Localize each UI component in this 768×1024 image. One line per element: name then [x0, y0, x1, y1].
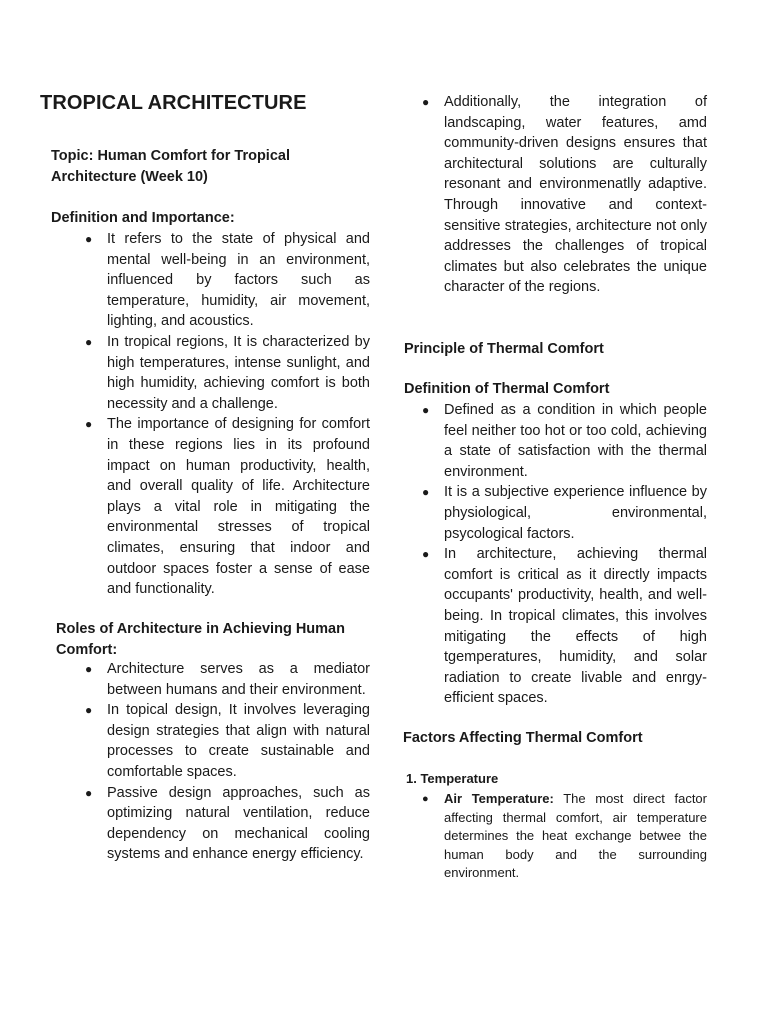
bullet-icon: ●	[422, 403, 430, 417]
list-item: ● In topical design, It involves leveraging design strategies that align with natural processes to create sustainable and comfortable spaces.	[85, 702, 370, 780]
additional-notes-list	[422, 92, 707, 298]
bullet-icon: ●	[422, 547, 430, 562]
list-item: ● In tropical regions, It is characterized by high temperatures, intense sunlight, and high humidity, achieving comfort is both necessity and a challenge.	[85, 333, 370, 412]
principle-heading: Principle of Thermal Comfort	[404, 341, 604, 357]
roles-heading: Roles of Architecture in Achieving Human Comfort:	[56, 621, 345, 658]
factors-heading: Factors Affecting Thermal Comfort	[403, 730, 643, 746]
list-item: ● Air Temperature: The most direct factor affecting thermal comfort, air temperature determines the heat exchange betwee the human body and the surrounding environment.	[422, 791, 707, 881]
bullet-icon: ●	[85, 334, 93, 349]
thermal-definition-heading: Definition of Thermal Comfort	[404, 381, 610, 397]
temperature-list	[422, 790, 707, 883]
list-item: ● It is a subjective experience influence by physiological, environmental, psycological factors.	[422, 484, 707, 542]
temperature-heading: 1. Temperature	[406, 771, 499, 786]
bullet-icon: ●	[85, 662, 93, 676]
bullet-icon: ●	[422, 485, 430, 500]
bullet-icon: ●	[85, 785, 93, 800]
definition-importance-heading: Definition and Importance:	[51, 210, 235, 226]
list-item: ● Passive design approaches, such as optimizing natural ventilation, reduce dependency on mechanical cooling systems and enhance energy efficiency.	[85, 784, 370, 863]
bullet-icon: ●	[85, 232, 93, 246]
roles-list	[85, 659, 370, 865]
list-item: ● Architecture serves as a mediator between humans and their environment.	[85, 661, 370, 698]
topic-heading: Topic: Human Comfort for Tropical Architecture (Week 10)	[51, 148, 290, 185]
document-title: TROPICAL ARCHITECTURE	[40, 92, 307, 114]
list-item: ● Defined as a condition in which people feel neither too hot or too cold, achieving a state of satisfaction with the thermal environment.	[422, 402, 707, 480]
bullet-icon: ●	[422, 793, 429, 805]
bullet-icon: ●	[85, 703, 93, 718]
definition-importance-list	[85, 229, 370, 600]
list-item: ● In architecture, achieving thermal comfort is critical as it directly impacts occupants' productivity, health, and well-being. In tropical climates, this involves mitigating the effects of high tgemperatures, humidity, and solar radiation to create livable and enrgy-efficient spaces.	[422, 546, 707, 707]
bullet-icon: ●	[85, 417, 93, 432]
list-item: ● It refers to the state of physical and mental well-being in an environment, influenced by factors such as temperature, humidity, air movement, lighting, and acoustics.	[85, 231, 370, 330]
bullet-icon: ●	[422, 95, 430, 109]
thermal-definition-list	[422, 400, 707, 709]
list-item: ● The importance of designing for comfort in these regions lies in its profound impact on human productivity, health, and overall quality of life. Architecture plays a vital role in mitigating the environmental stresses of tropical climates, ensuring that indoor and outdoor spaces foster a sense of ease and functionality.	[85, 416, 370, 598]
list-item: ● Additionally, the integration of landscaping, water features, amd community-driven designs ensures that architectural solutions are culturally resonant and environmenatlly adaptive. Through innovative and context-sensitive strategies, architecture not only addresses the challenges of tropical climates but also celebrates the unique character of the regions.	[422, 94, 707, 296]
